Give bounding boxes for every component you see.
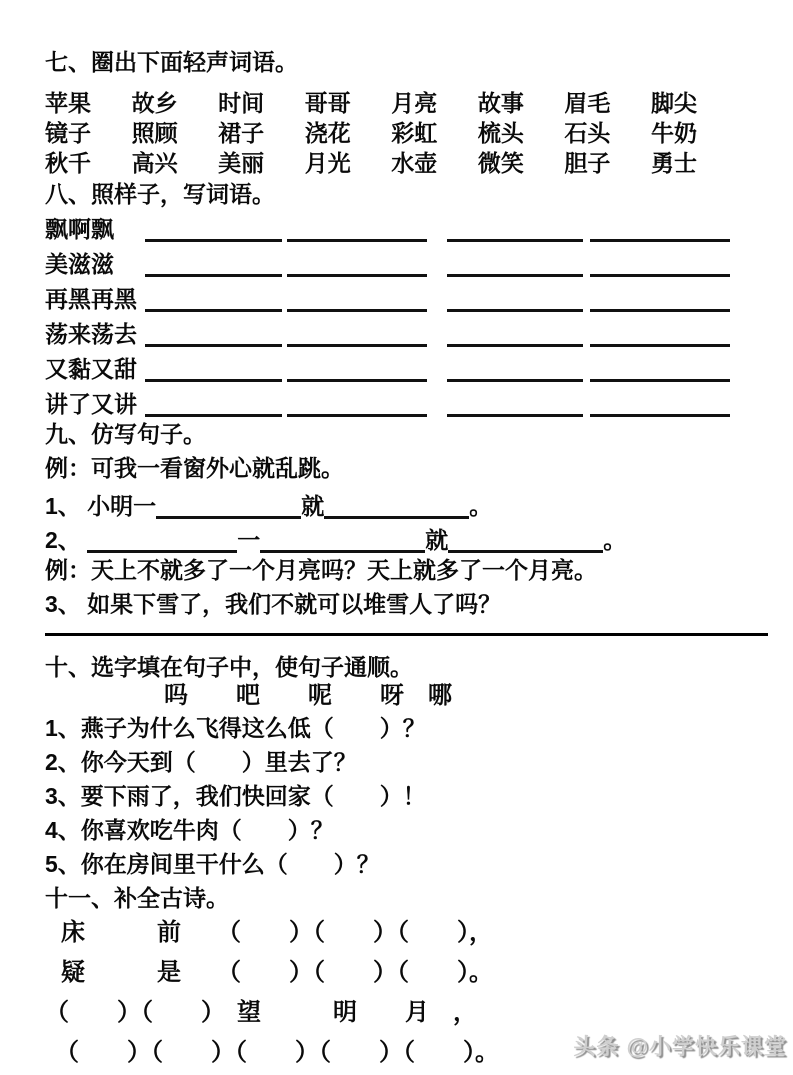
sentence-text: 。	[603, 526, 627, 553]
light-tone-word: 彩虹	[391, 120, 438, 146]
answer-blank	[260, 530, 425, 553]
light-tone-word: 月亮	[391, 90, 438, 116]
pattern-row	[45, 312, 770, 347]
section10-title: 十、选字填在句子中，使句子通顺。	[45, 654, 413, 680]
poem-line: （ ）（ ）（ ）（ ）（ ）。	[55, 1039, 499, 1066]
answer-blank	[590, 219, 730, 242]
sentence-text: 一	[237, 526, 261, 553]
light-tone-word: 牛奶	[650, 120, 697, 146]
light-tone-word: 时间	[218, 90, 265, 116]
light-tone-word: 高兴	[131, 150, 178, 176]
light-tone-word: 苹果	[45, 90, 91, 116]
sentence-text: 就	[425, 526, 449, 553]
watermark: 头条 @小学快乐课堂	[573, 1034, 787, 1059]
poem-line: 疑 是 （ ）（ ）（ ）。	[61, 959, 493, 986]
light-tone-word: 勇士	[650, 150, 697, 176]
word-grid	[45, 88, 697, 178]
answer-blank	[590, 289, 730, 312]
choose-item: 4、你喜欢吃牛肉（ ）？	[45, 817, 334, 843]
answer-blank	[287, 324, 427, 347]
pattern-label: 再黑再黑	[45, 285, 137, 312]
light-tone-word: 水壶	[391, 150, 438, 176]
answer-blank	[145, 394, 282, 417]
answer-blank	[447, 394, 583, 417]
choose-item: 5、你在房间里干什么（ ）？	[45, 851, 380, 877]
answer-blank	[590, 359, 730, 382]
light-tone-word: 裙子	[218, 120, 265, 146]
answer-blank	[145, 219, 282, 242]
pattern-row	[45, 347, 770, 382]
fill-sentence	[45, 519, 770, 553]
answer-blank	[287, 289, 427, 312]
word-row	[45, 118, 697, 148]
answer-blank	[87, 530, 237, 553]
example-sentence: 例：可我一看窗外心就乱跳。	[45, 455, 344, 481]
pattern-label: 美滋滋	[45, 250, 114, 277]
section-divider	[45, 633, 768, 636]
poem-line: （ ）（ ） 望 明 月 ，	[45, 999, 477, 1026]
answer-blank	[145, 289, 282, 312]
poem-line: 床 前 （ ）（ ）（ ），	[61, 919, 493, 946]
pattern-row	[45, 207, 770, 242]
section7-title: 七、圈出下面轻声词语。	[45, 49, 298, 75]
answer-blank	[447, 359, 583, 382]
light-tone-word: 故乡	[131, 90, 178, 116]
fill-sentence	[45, 485, 770, 519]
character-bank: 吗 吧 呢 呀 哪	[164, 682, 452, 709]
answer-blank	[590, 324, 730, 347]
light-tone-word: 故事	[477, 90, 524, 116]
answer-blank	[287, 219, 427, 242]
pattern-label: 又黏又甜	[45, 355, 137, 382]
light-tone-word: 浇花	[304, 120, 351, 146]
light-tone-word: 哥哥	[304, 90, 351, 116]
answer-blank	[324, 496, 469, 519]
choose-item: 1、燕子为什么飞得这么低（ ）？	[45, 715, 426, 741]
word-row	[45, 88, 697, 118]
answer-blank	[145, 254, 282, 277]
light-tone-word: 月光	[304, 150, 351, 176]
example-sentence: 例：天上不就多了一个月亮吗？天上就多了一个月亮。	[45, 557, 597, 583]
choose-item: 2、你今天到（ ）里去了？	[45, 749, 357, 775]
answer-blank	[590, 254, 730, 277]
answer-blank	[156, 496, 301, 519]
answer-blank	[447, 289, 583, 312]
answer-blank	[287, 359, 427, 382]
answer-blank	[145, 359, 282, 382]
pattern-row	[45, 382, 770, 417]
answer-blank	[447, 254, 583, 277]
light-tone-word: 照顾	[131, 120, 178, 146]
answer-blank	[590, 394, 730, 417]
sentence-text: 就	[301, 492, 325, 519]
light-tone-word: 梳头	[477, 120, 524, 146]
answer-blank	[448, 530, 603, 553]
light-tone-word: 眉毛	[564, 90, 611, 116]
sentence-text: 2、	[45, 526, 88, 553]
numbered-sentence: 3、 如果下雪了，我们不就可以堆雪人了吗？	[45, 591, 502, 617]
pattern-rows	[45, 207, 770, 417]
answer-blank	[287, 394, 427, 417]
pattern-label: 飘啊飘	[45, 215, 114, 242]
answer-blank	[145, 324, 282, 347]
pattern-label: 讲了又讲	[45, 390, 137, 417]
pattern-row	[45, 277, 770, 312]
sentence-text: 1、 小明一	[45, 492, 157, 519]
light-tone-word: 脚尖	[650, 90, 697, 116]
pattern-label: 荡来荡去	[45, 320, 137, 347]
section9-title: 九、仿写句子。	[45, 421, 206, 447]
section8-title: 八、照样子，写词语。	[45, 181, 275, 207]
pattern-row	[45, 242, 770, 277]
sentence-text: 。	[469, 492, 493, 519]
word-row	[45, 148, 697, 178]
answer-blank	[447, 324, 583, 347]
section11-title: 十一、补全古诗。	[45, 885, 229, 911]
light-tone-word: 微笑	[477, 150, 524, 176]
answer-blank	[287, 254, 427, 277]
light-tone-word: 胆子	[564, 150, 611, 176]
light-tone-word: 镜子	[45, 120, 91, 146]
choose-item: 3、要下雨了，我们快回家（ ）！	[45, 783, 426, 809]
imitate-lines	[45, 451, 770, 621]
light-tone-word: 石头	[564, 120, 611, 146]
light-tone-word: 秋千	[45, 150, 91, 176]
answer-blank	[447, 219, 583, 242]
light-tone-word: 美丽	[218, 150, 265, 176]
choose-items	[45, 711, 770, 881]
